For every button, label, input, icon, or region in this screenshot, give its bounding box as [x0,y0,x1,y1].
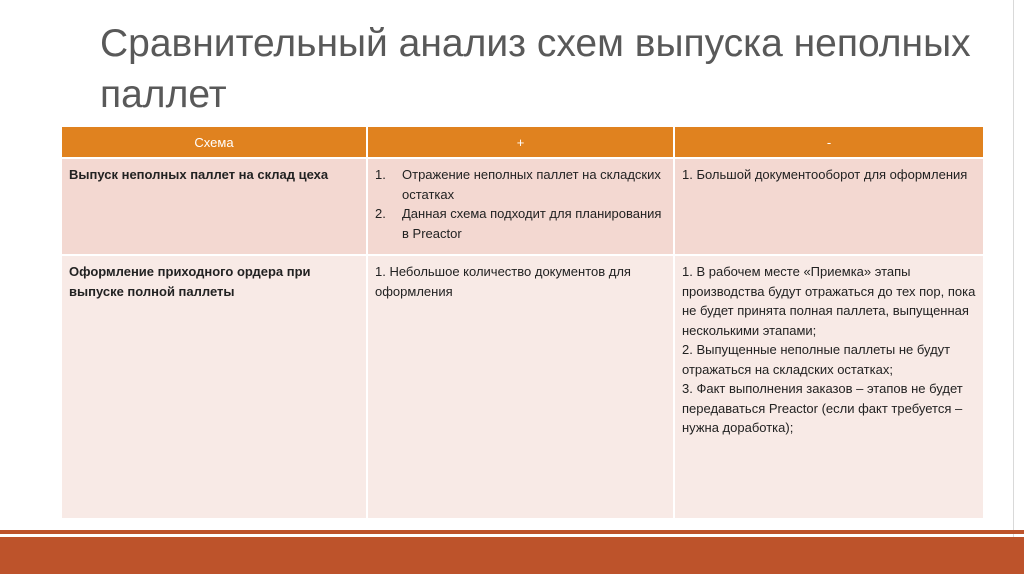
slide-frame-line [1013,0,1014,574]
header-pros: + [367,126,674,158]
list-item [375,204,666,243]
cons-line: 1. Большой документооборот для оформления [682,167,968,182]
scheme-cell: Выпуск неполных паллет на склад цеха [61,158,367,255]
cons-line: 2. Выпущенные неполные паллеты не будут отражаться на складских остатках; [682,342,951,377]
cons-cell [674,158,984,255]
pros-list [375,165,666,243]
cons-cell [674,255,984,519]
cons-line: 3. Факт выполнения заказов – этапов не будет передаваться Preactor (если факт требуется – нужна доработка); [682,381,963,435]
pros-line: 1. Небольшое количество документов для оформления [375,264,631,299]
list-number: 1. [375,167,386,182]
table-row [61,158,984,255]
bottom-stripe [0,530,1024,534]
slide-title: Сравнительный анализ схем выпуска неполных паллет [100,22,971,116]
pros-cell [367,255,674,519]
table-header-row [61,126,984,158]
table-row [61,255,984,519]
list-text: Отражение неполных паллет на складских остатках [402,167,661,202]
header-scheme: Схема [61,126,367,158]
cons-line: 1. В рабочем месте «Приемка» этапы производства будут отражаться до тех пор, пока не будет принята полная паллета, выпущенная несколькими этапами; [682,264,976,338]
scheme-cell: Оформление приходного ордера при выпуске полной паллеты [61,255,367,519]
header-cons: - [674,126,984,158]
list-number: 2. [375,206,386,221]
list-text: Данная схема подходит для планирования в Preactor [402,206,662,241]
comparison-table [60,125,985,520]
pros-cell [367,158,674,255]
list-item [375,165,666,204]
bottom-bar [0,537,1024,574]
